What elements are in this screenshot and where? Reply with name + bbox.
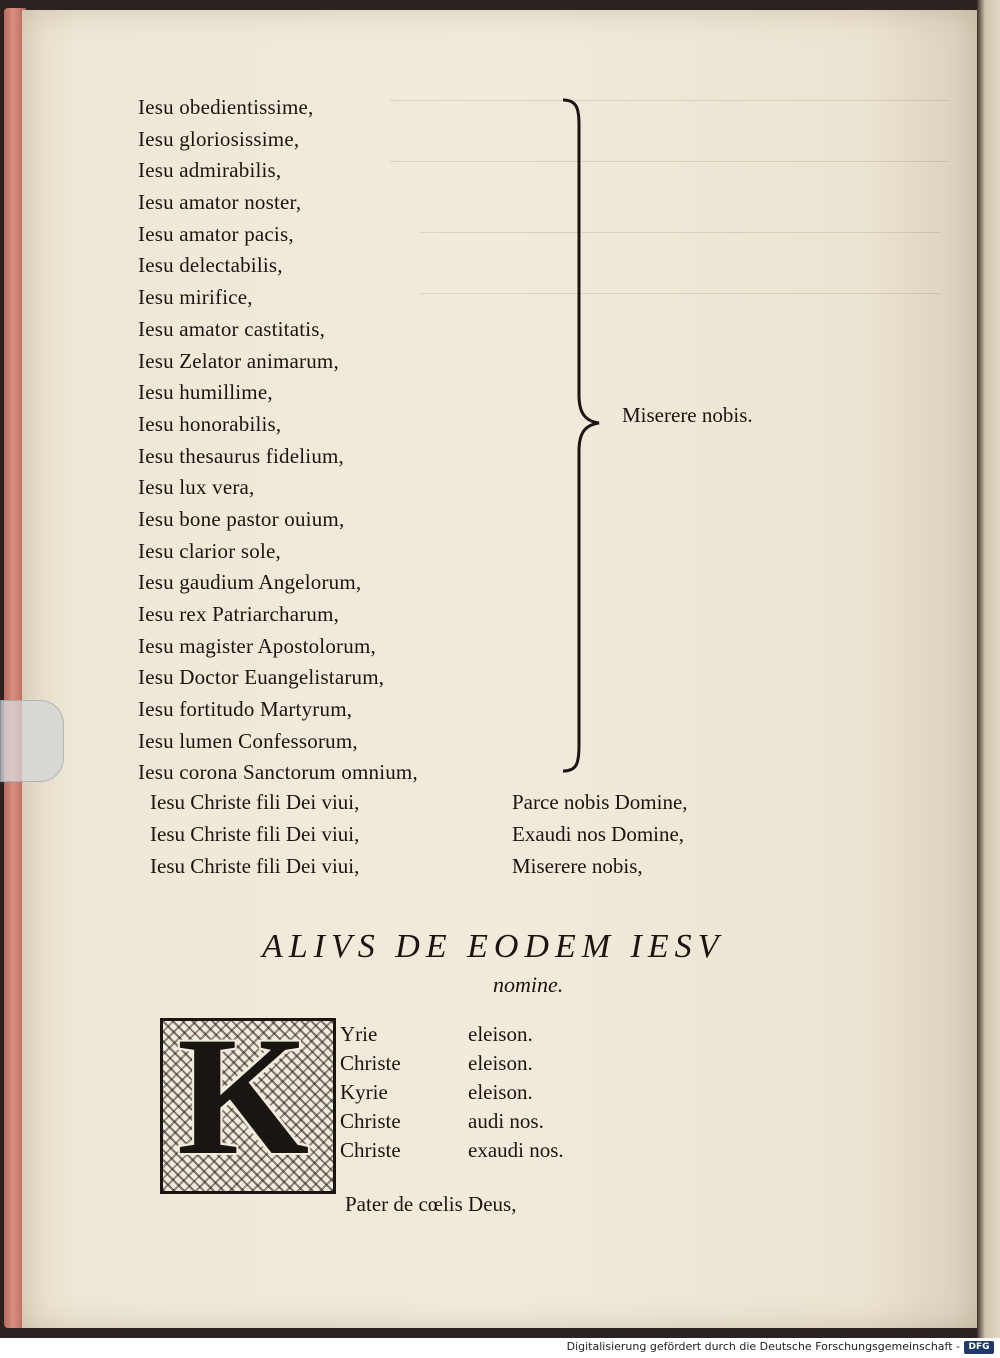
kyrie-row — [340, 1020, 564, 1049]
footer-bar — [0, 1338, 1000, 1358]
kyrie-response: eleison. — [468, 1022, 533, 1046]
litany-line: Iesu clarior sole, — [138, 538, 281, 563]
kyrie-text: Christe — [340, 1051, 401, 1075]
pater-line: Pater de cœlis Deus, — [345, 1192, 517, 1216]
invocation-text: Iesu Christe fili Dei viui, — [150, 854, 360, 878]
dfg-logo: DFG — [964, 1341, 994, 1354]
curly-brace-icon — [555, 95, 605, 775]
litany-list — [138, 92, 418, 789]
litany-line: Iesu lux vera, — [138, 475, 255, 500]
litany-line: Iesu Zelator animarum, — [138, 348, 339, 373]
litany-line: Iesu corona Sanctorum omnium, — [138, 760, 418, 785]
invocation-text: Iesu Christe fili Dei viui, — [150, 790, 360, 814]
funding-notice: Digitalisierung gefördert durch die Deutsche Forschungsgemeinschaft - — [566, 1340, 960, 1353]
litany-line: Iesu gloriosissime, — [138, 126, 300, 151]
litany-line: Iesu fortitudo Martyrum, — [138, 697, 353, 722]
kyrie-response: eleison. — [468, 1051, 533, 1075]
litany-line: Iesu amator noster, — [138, 190, 302, 215]
section-subtitle: nomine. — [493, 972, 564, 997]
litany-line: Iesu lumen Confessorum, — [138, 728, 358, 753]
litany-line: Iesu gaudium Angelorum, — [138, 570, 362, 595]
page-clip — [0, 700, 64, 782]
kyrie-text: Kyrie — [340, 1080, 388, 1104]
kyrie-row — [340, 1078, 564, 1107]
litany-line: Iesu delectabilis, — [138, 253, 283, 278]
kyrie-row — [340, 1049, 564, 1078]
christe-invocations — [150, 786, 688, 882]
litany-line: Iesu thesaurus fidelium, — [138, 443, 345, 468]
kyrie-text: Christe — [340, 1109, 401, 1133]
litany-line: Iesu honorabilis, — [138, 411, 282, 436]
invocation-row — [150, 818, 688, 850]
litany-line: Iesu magister Apostolorum, — [138, 633, 376, 658]
kyrie-block — [340, 1020, 564, 1165]
invocation-row — [150, 786, 688, 818]
kyrie-response: eleison. — [468, 1080, 533, 1104]
litany-line: Iesu obedientissime, — [138, 95, 314, 119]
bleed-music-staff — [420, 232, 940, 294]
litany-line: Iesu bone pastor ouium, — [138, 506, 345, 531]
litany-line: Iesu admirabilis, — [138, 158, 282, 183]
section-title: ALIVS DE EODEM IESV — [262, 928, 725, 965]
kyrie-text: Christe — [340, 1138, 401, 1162]
litany-line: Iesu Doctor Euangelistarum, — [138, 665, 385, 690]
next-page-edge — [977, 0, 1000, 1338]
decorated-initial-icon — [160, 1002, 336, 1194]
bleed-music-staff — [390, 100, 950, 162]
invocation-response: Parce nobis Domine, — [512, 790, 688, 814]
litany-line: Iesu rex Patriarcharum, — [138, 602, 340, 626]
initial-letter: K — [177, 1002, 310, 1190]
kyrie-response: exaudi nos. — [468, 1138, 564, 1162]
litany-line: Iesu humillime, — [138, 380, 273, 405]
kyrie-text: Yrie — [340, 1022, 378, 1046]
kyrie-row — [340, 1136, 564, 1165]
kyrie-response: audi nos. — [468, 1109, 544, 1133]
kyrie-row — [340, 1107, 564, 1136]
invocation-response: Miserere nobis, — [512, 854, 643, 878]
litany-line: Iesu amator castitatis, — [138, 316, 326, 341]
litany-response: Miserere nobis. — [622, 403, 753, 427]
litany-line: Iesu amator pacis, — [138, 221, 294, 246]
invocation-row — [150, 850, 688, 882]
litany-line: Iesu mirifice, — [138, 285, 253, 310]
invocation-response: Exaudi nos Domine, — [512, 822, 685, 846]
invocation-text: Iesu Christe fili Dei viui, — [150, 822, 360, 846]
